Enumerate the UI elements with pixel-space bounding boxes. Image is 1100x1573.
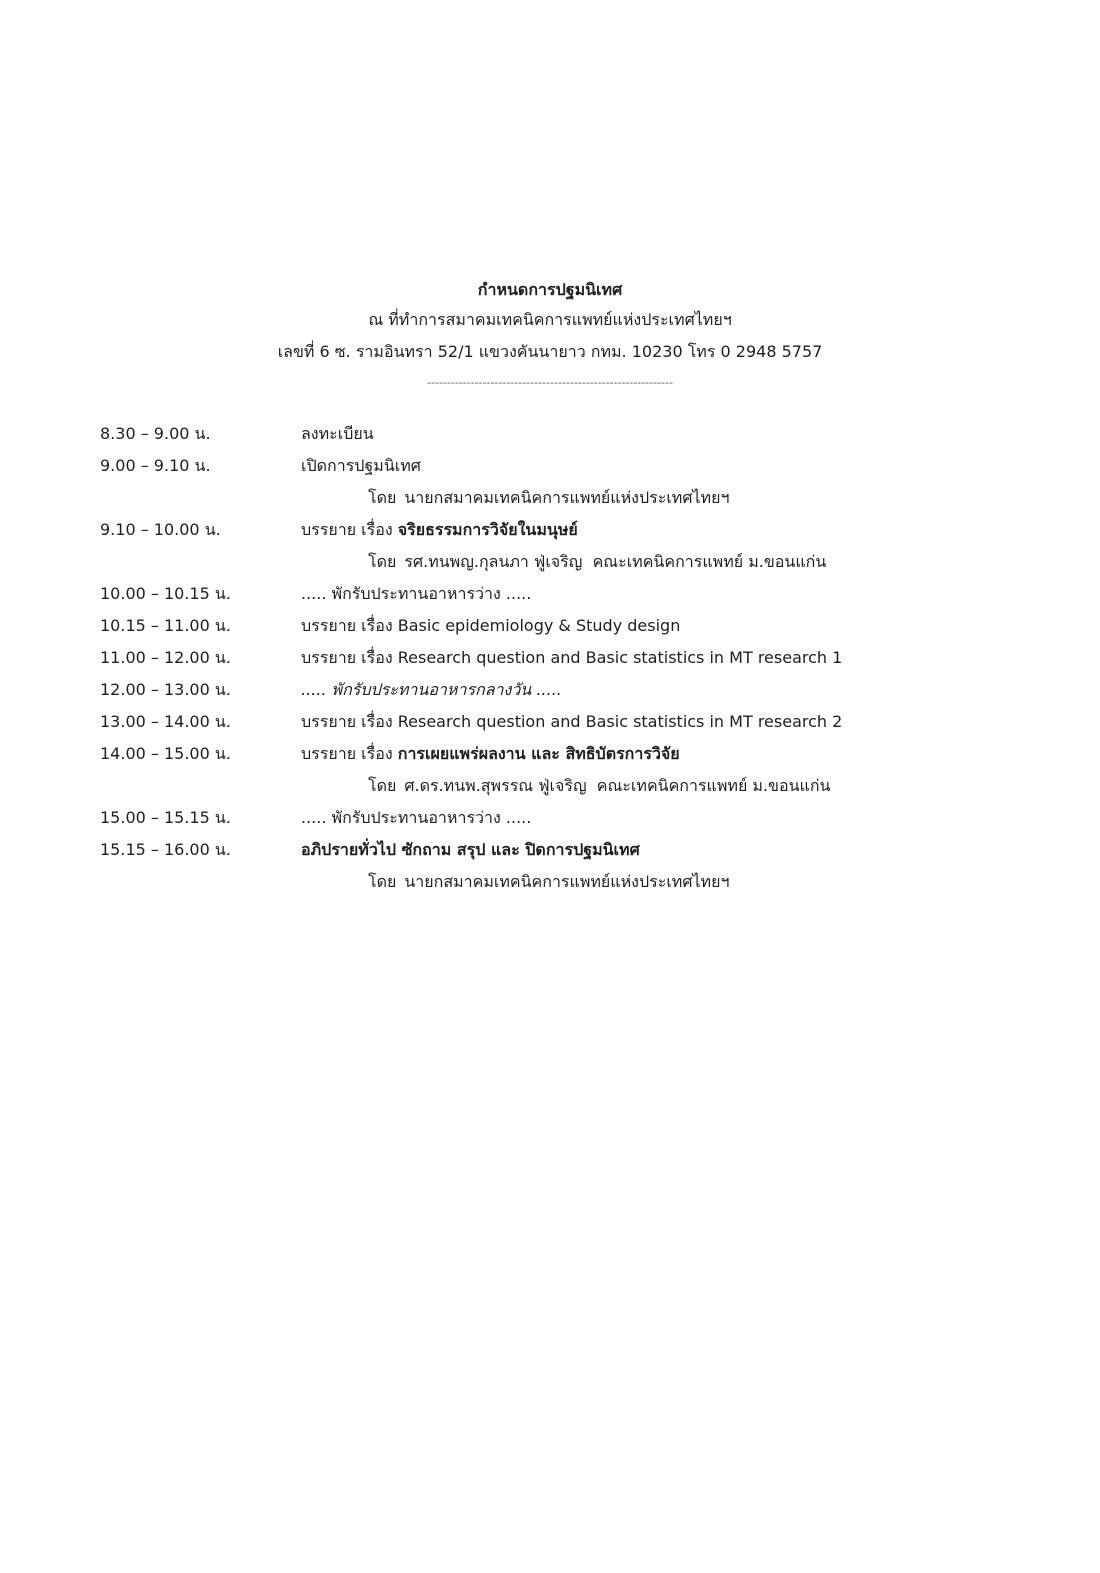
schedule-speaker-row (0, 866, 1100, 898)
speaker-line (368, 546, 826, 578)
divider-line: -------------------------------------------------------------- (426, 376, 674, 389)
schedule-time: 12.00 – 13.00 น. (100, 680, 231, 699)
schedule-row (0, 802, 1100, 834)
schedule-speaker-row (0, 546, 1100, 578)
speaker-by-label: โดย (368, 776, 397, 795)
speaker-by-label: โดย (368, 488, 397, 507)
schedule-activity (301, 642, 842, 674)
schedule-activity: เปิดการปฐมนิเทศ (301, 456, 421, 475)
schedule-time: 14.00 – 15.00 น. (100, 744, 231, 763)
schedule-time: 10.00 – 10.15 น. (100, 584, 231, 603)
schedule-row (0, 514, 1100, 546)
schedule-speaker-row (0, 482, 1100, 514)
lecture-topic: Basic epidemiology & Study design (397, 616, 681, 635)
lecture-prefix: บรรยาย เรื่อง (301, 712, 393, 731)
speaker-line (368, 866, 729, 898)
speaker-name: นายกสมาคมเทคนิคการแพทย์แห่งประเทศไทยฯ (404, 872, 730, 891)
schedule-break: ..... พักรับประทานอาหารว่าง ..... (301, 584, 532, 603)
schedule-time: 8.30 – 9.00 น. (100, 424, 211, 443)
schedule-time: 10.15 – 11.00 น. (100, 616, 231, 635)
lecture-topic: Research question and Basic statistics in MT research 1 (397, 648, 843, 667)
schedule-row (0, 706, 1100, 738)
schedule-time: 13.00 – 14.00 น. (100, 712, 231, 731)
schedule-break: ..... พักรับประทานอาหารกลางวัน ..... (301, 680, 562, 699)
speaker-name: ศ.ดร.ทนพ.สุพรรณ ฟู่เจริญ คณะเทคนิคการแพทย์ ม.ขอนแก่น (404, 776, 831, 795)
schedule-activity (301, 706, 842, 738)
schedule-row (0, 738, 1100, 770)
speaker-line (368, 482, 729, 514)
schedule-activity: อภิปรายทั่วไป ซักถาม สรุป และ ปิดการปฐมนิเทศ (301, 840, 640, 859)
speaker-line (368, 770, 830, 802)
lecture-prefix: บรรยาย เรื่อง (301, 616, 393, 635)
address-line: เลขที่ 6 ซ. รามอินทรา 52/1 แขวงคันนายาว กทม. 10230 โทร 0 2948 5757 (277, 342, 823, 361)
lecture-topic: การเผยแพร่ผลงาน และ สิทธิบัตรการวิจัย (397, 744, 680, 763)
schedule-row (0, 418, 1100, 450)
schedule-row (0, 610, 1100, 642)
lecture-topic: จริยธรรมการวิจัยในมนุษย์ (397, 520, 578, 539)
speaker-name: รศ.ทนพญ.กุลนภา ฟู่เจริญ คณะเทคนิคการแพทย์ ม.ขอนแก่น (404, 552, 827, 571)
schedule-speaker-row (0, 770, 1100, 802)
schedule-time: 15.00 – 15.15 น. (100, 808, 231, 827)
document-title: กำหนดการปฐมนิเทศ (477, 280, 623, 299)
schedule-row (0, 674, 1100, 706)
schedule-activity (301, 514, 578, 546)
schedule-time: 15.15 – 16.00 น. (100, 840, 231, 859)
speaker-by-label: โดย (368, 552, 397, 571)
schedule-time: 9.00 – 9.10 น. (100, 456, 211, 475)
speaker-by-label: โดย (368, 872, 397, 891)
schedule-break: ..... พักรับประทานอาหารว่าง ..... (301, 808, 532, 827)
schedule-activity: ลงทะเบียน (301, 424, 374, 443)
schedule-row (0, 642, 1100, 674)
document-header (0, 276, 1100, 398)
lecture-prefix: บรรยาย เรื่อง (301, 520, 393, 539)
speaker-name: นายกสมาคมเทคนิคการแพทย์แห่งประเทศไทยฯ (404, 488, 730, 507)
schedule-activity (301, 610, 680, 642)
lecture-topic: Research question and Basic statistics in MT research 2 (397, 712, 843, 731)
schedule-time: 9.10 – 10.00 น. (100, 520, 221, 539)
venue-line: ณ ที่ทำการสมาคมเทคนิคการแพทย์แห่งประเทศไทยฯ (368, 310, 732, 329)
schedule-time: 11.00 – 12.00 น. (100, 648, 231, 667)
schedule-row (0, 578, 1100, 610)
lecture-prefix: บรรยาย เรื่อง (301, 648, 393, 667)
lecture-prefix: บรรยาย เรื่อง (301, 744, 393, 763)
schedule-row (0, 450, 1100, 482)
schedule-row (0, 834, 1100, 866)
schedule-activity (301, 738, 680, 770)
schedule-table (0, 418, 1100, 898)
